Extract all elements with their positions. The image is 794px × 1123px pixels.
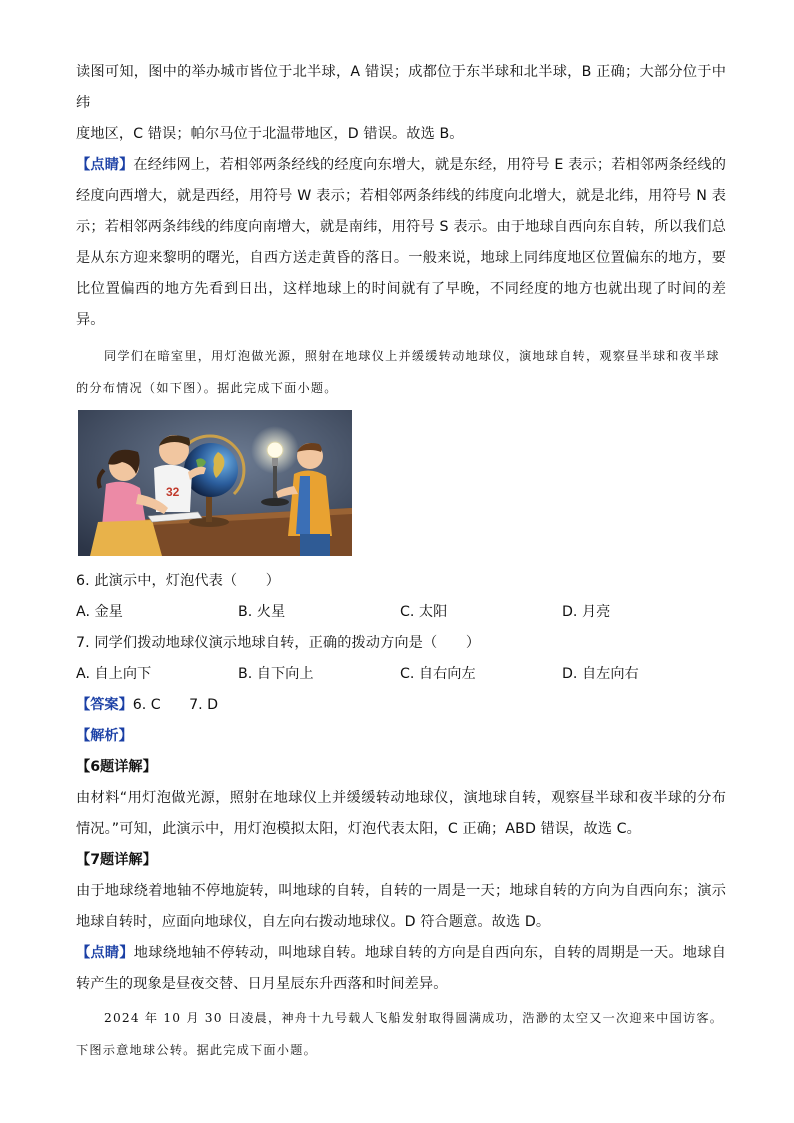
detail-6-tag: 【6题详解】 — [76, 759, 157, 775]
detail-7-heading — [76, 845, 726, 876]
tip-paragraph-2 — [76, 938, 726, 1000]
material-paragraph-1: 同学们在暗室里，用灯泡做光源，照射在地球仪上并缓缓转动地球仪，演地球自转，观察昼半球和夜半球的分布情况（如下图）。据此完成下面小题。 — [76, 349, 720, 395]
intro-line-2: 度地区，C 错误；帕尔马位于北温带地区，D 错误。故选 B。 — [76, 126, 464, 142]
tip-text: 在经纬网上，若相邻两条经线的经度向东增大，就是东经，用符号 E 表示；若相邻两条经线的经度向西增大，就是西经，用符号 W 表示；若相邻两条纬线的纬度向北增大，就是北纬，用符号 N 表示；若相邻两条纬线的纬度向南增大，就是南纬，用符号 S 表示。由于地球自西向东自转，所以我们总是从东方迎来黎明的曙光，自西方送走黄昏的落日。一般来说，地球上同纬度地区位置偏东的地方，要比位置偏西的地方先看到日出，这样地球上的时间就有了早晚，不同经度的地方也就出现了时间的差异。 — [76, 157, 726, 328]
tip-paragraph-1 — [76, 150, 726, 336]
q7-option-c: C. 自右向左 — [400, 666, 476, 682]
q6-option-a: A. 金星 — [76, 604, 123, 620]
tip-2-text: 地球绕地轴不停转动，叫地球自转。地球自转的方向是自西向东，自转的周期是一天。地球自转产生的现象是昼夜交替、日月星辰东升西落和时间差异。 — [76, 945, 726, 992]
answer-line — [76, 690, 726, 721]
document-page — [76, 57, 726, 1066]
question-6-stem: 6. 此演示中，灯泡代表（ ） — [76, 573, 281, 589]
q6-option-c: C. 太阳 — [400, 604, 448, 620]
detail-7-tag: 【7题详解】 — [76, 852, 157, 868]
detail-6-text: 由材料“用灯泡做光源，照射在地球仪上并缓缓转动地球仪，演地球自转，观察昼半球和夜半球的分布情况。”可知，此演示中，用灯泡模拟太阳，灯泡代表太阳，C 正确；ABD 错误，故选 C。 — [76, 790, 726, 837]
intro-line-1: 读图可知，图中的举办城市皆位于北半球，A 错误；成都位于东半球和北半球，B 正确；大部分位于中纬 — [76, 64, 726, 111]
illustration-globe-demo — [78, 410, 352, 556]
illustration-svg — [78, 410, 352, 556]
analysis-tag: 【解析】 — [76, 728, 133, 744]
tip-tag: 【点睛】 — [76, 157, 134, 173]
q7-option-a: A. 自上向下 — [76, 666, 152, 682]
q7-option-b: B. 自下向上 — [238, 666, 314, 682]
question-6-options — [76, 597, 726, 628]
analysis-line — [76, 721, 726, 752]
shirt-number: 32 — [166, 485, 180, 499]
q7-option-d: D. 自左向右 — [562, 666, 639, 682]
detail-7-text: 由于地球绕着地轴不停地旋转，叫地球的自转，自转的一周是一天；地球自转的方向为自西向东；演示地球自转时，应面向地球仪，自左向右拨动地球仪。D 符合题意。故选 D。 — [76, 883, 726, 930]
detail-6-heading — [76, 752, 726, 783]
q6-option-b: B. 火星 — [238, 604, 286, 620]
answer-tag: 【答案】 — [76, 697, 133, 713]
question-7-options — [76, 659, 726, 690]
question-7-stem: 7. 同学们拨动地球仪演示地球自转，正确的拨动方向是（ ） — [76, 635, 481, 651]
answer-text: 6. C 7. D — [132, 697, 219, 713]
material-paragraph-2: 2024 年 10 月 30 日凌晨，神舟十九号载人飞船发射取得圆满成功，浩渺的太空又一次迎来中国访客。下图示意地球公转。据此完成下面小题。 — [76, 1011, 724, 1057]
q6-option-d: D. 月亮 — [562, 604, 611, 620]
tip-2-tag: 【点睛】 — [76, 945, 134, 961]
